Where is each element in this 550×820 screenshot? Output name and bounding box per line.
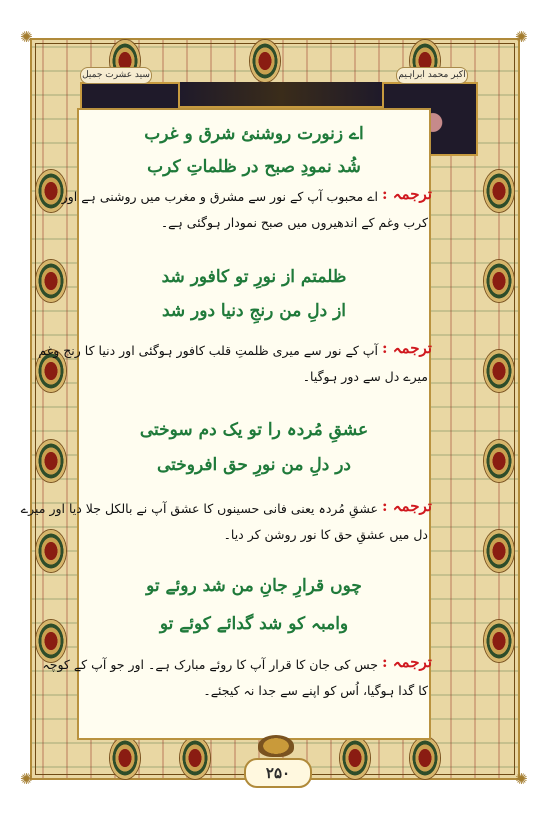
translation-label: ترجمہ : (382, 339, 432, 357)
border-medallion (250, 40, 280, 82)
translation-line: عشقِ مُردہ یعنی فانی حسینوں کا عشق آپ نے بالکل جلا دیا اور میرے (20, 501, 378, 516)
verse-line: ظلمتم از نورِ تو کافور شد (161, 267, 347, 287)
verse-line: عشقِ مُردہ را تو یک دم سوختی (139, 420, 369, 440)
border-medallion (180, 737, 210, 779)
verse-line: وامبہ کو شد گدائے کوئے تو (159, 614, 349, 634)
verse-line: اے زنورت روشنئ شرق و غرب (144, 124, 364, 144)
border-medallion (484, 170, 514, 212)
translation-line: جس کی جان کا قرار آپ کا روئے مبارک ہے۔ اور جو آپ کے کوچہ (42, 657, 378, 672)
corner-fan-ornament-top-left: ✺ (20, 28, 33, 46)
translation-label: ترجمہ : (382, 497, 432, 515)
translation-label: ترجمہ : (382, 653, 432, 671)
border-medallion (110, 737, 140, 779)
border-medallion (484, 440, 514, 482)
corner-fan-ornament-bottom-right: ✺ (515, 770, 528, 788)
border-medallion (36, 440, 66, 482)
border-medallion (484, 530, 514, 572)
translation-line: کرب وغم کے اندھیروں میں صبح نمودار ہوگئی ہے۔ (160, 215, 428, 230)
translation-line: کا گدا ہوگیا، اُس کو اپنے سے جدا نہ کیجئے۔ (203, 683, 428, 698)
title-cartouche: اکبر محمد ابراہیم (396, 67, 468, 84)
border-medallion (484, 350, 514, 392)
border-medallion (36, 620, 66, 662)
border-medallion (36, 260, 66, 302)
border-medallion (340, 737, 370, 779)
translation-line: اے محبوب آپ کے نور سے مشرق و مغرب میں روشنی ہے اور (61, 189, 378, 204)
page-number-ornament (258, 735, 294, 757)
verse-line: از دلِ من رنجِ دنیا دور شد (161, 301, 347, 321)
translation-label: ترجمہ : (382, 185, 432, 203)
border-medallion (484, 260, 514, 302)
verse-line: شُد نمودِ صبح در ظلماتِ کرب (147, 157, 361, 177)
verse-line: چوں قرارِ جانِ من شد روئے تو (146, 576, 362, 596)
page-number: ۲۵۰ (244, 758, 312, 788)
corner-fan-ornament-bottom-left: ✺ (20, 770, 33, 788)
verse-line: در دلِ من نورِ حق افروختی (157, 455, 351, 475)
translation-line: میرے دل سے دور ہوگیا۔ (302, 369, 428, 384)
headpiece-band (178, 82, 384, 108)
text-content (20, 123, 438, 735)
calligrapher-cartouche: سید عشرت جمیل (80, 67, 152, 84)
border-medallion (36, 530, 66, 572)
border-medallion (484, 620, 514, 662)
border-medallion (410, 737, 440, 779)
translation-line: دل میں عشقِ حق کا نور روشن کر دیا۔ (223, 527, 428, 542)
corner-fan-ornament-top-right: ✺ (515, 28, 528, 46)
translation-line: آپ کے نور سے میری ظلمتِ قلب کافور ہوگئی اور دنیا کا رنج وغم (38, 343, 378, 358)
